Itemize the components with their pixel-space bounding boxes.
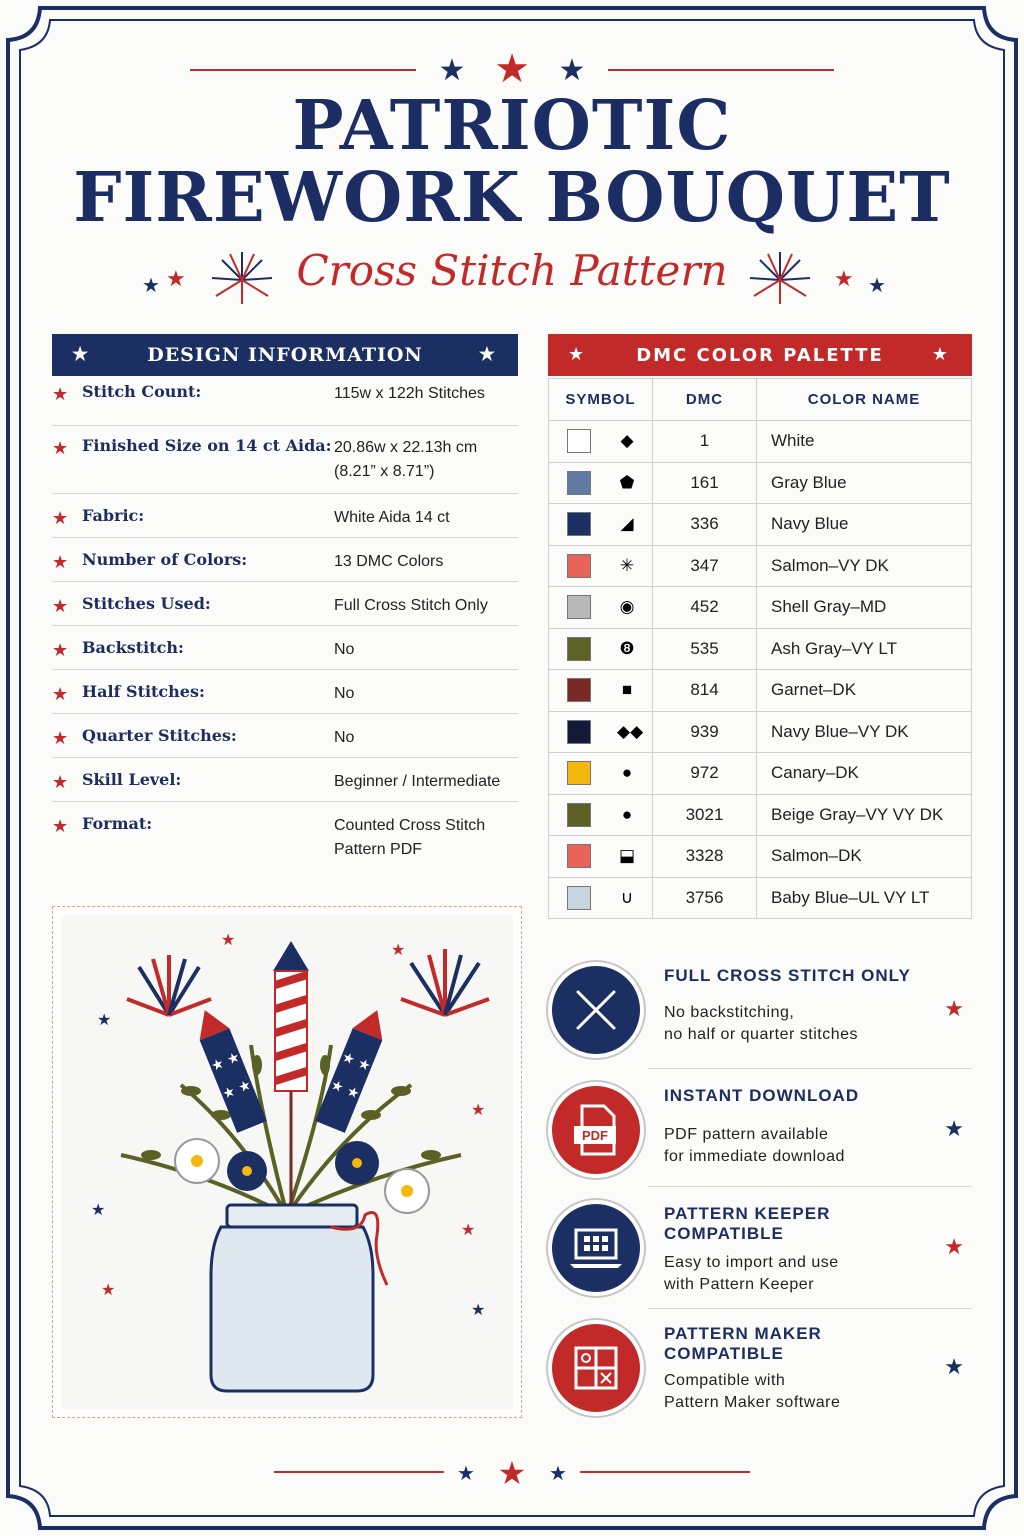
table-row <box>549 421 972 463</box>
info-value: No <box>334 729 355 746</box>
table-row <box>549 587 972 629</box>
color-swatch <box>567 844 591 868</box>
svg-text:★: ★ <box>558 53 586 88</box>
table-row <box>549 462 972 504</box>
color-name: Navy Blue–VY DK <box>757 711 972 753</box>
svg-text:★: ★ <box>461 1220 476 1239</box>
star-icon: ★ <box>52 552 69 572</box>
info-value-line1: Counted Cross Stitch <box>334 817 486 834</box>
table-row <box>549 753 972 795</box>
symbol-cell <box>549 504 653 546</box>
table-row <box>549 794 972 836</box>
svg-text:★: ★ <box>868 273 886 297</box>
symbol-cell <box>549 836 653 878</box>
star-icon: ★ <box>944 1116 964 1141</box>
svg-text:★ ★: ★ ★ <box>209 1049 243 1075</box>
dmc-number: 972 <box>653 753 757 795</box>
svg-text:★: ★ <box>457 1461 475 1485</box>
color-swatch <box>567 637 591 661</box>
info-value: Beginner / Intermediate <box>334 773 501 790</box>
star-icon: ★ <box>52 684 69 704</box>
table-row <box>549 836 972 878</box>
feature-instant-download <box>548 1082 972 1202</box>
design-information-header <box>52 334 518 376</box>
svg-text:★: ★ <box>391 940 406 959</box>
feature-desc-line1: Easy to import and use <box>664 1254 839 1271</box>
color-name: Ash Gray–VY LT <box>757 628 972 670</box>
grid-pattern-icon <box>548 1320 644 1416</box>
stitch-symbol-icon: ✳ <box>619 555 635 575</box>
stitch-symbol-icon: ∪ <box>620 887 634 907</box>
dmc-number: 3328 <box>653 836 757 878</box>
dmc-number: 3021 <box>653 794 757 836</box>
info-label: Quarter Stitches: <box>82 726 237 745</box>
dmc-color-table <box>548 378 972 919</box>
info-label: Half Stitches: <box>82 682 205 701</box>
symbol-cell <box>549 462 653 504</box>
info-value <box>334 814 518 874</box>
feature-desc-line1: No backstitching, <box>664 1004 795 1021</box>
info-label: Fabric: <box>82 506 145 525</box>
feature-title: PATTERN KEEPER COMPATIBLE <box>664 1204 831 1243</box>
star-icon: ★ <box>931 344 950 365</box>
star-icon: ★ <box>52 728 69 748</box>
symbol-cell <box>549 794 653 836</box>
info-row-fabric <box>52 494 518 538</box>
dmc-table-body <box>549 421 972 919</box>
info-label: Stitches Used: <box>82 594 211 613</box>
star-icon: ★ <box>478 344 496 365</box>
stitch-symbol-icon: ⬟ <box>619 472 635 492</box>
feature-title: INSTANT DOWNLOAD <box>664 1086 860 1105</box>
star-icon: ★ <box>944 996 964 1021</box>
mason-jar <box>211 1205 387 1391</box>
firework-burst-left <box>127 955 211 1015</box>
color-swatch <box>567 554 591 578</box>
symbol-cell <box>549 628 653 670</box>
color-name: Salmon–VY DK <box>757 545 972 587</box>
info-label: Format: <box>82 814 153 833</box>
svg-text:★: ★ <box>471 1300 486 1319</box>
symbol-cell <box>549 421 653 463</box>
star-icon: ★ <box>944 1354 964 1379</box>
dmc-palette-title: DMC COLOR PALETTE <box>636 344 884 366</box>
bottom-star-divider <box>274 1454 750 1490</box>
column-header-dmc: DMC <box>653 379 757 421</box>
star-icon: ★ <box>52 816 69 836</box>
symbol-cell <box>549 877 653 919</box>
svg-text:★: ★ <box>438 53 466 88</box>
star-icon: ★ <box>52 384 69 404</box>
table-row <box>549 877 972 919</box>
color-swatch <box>567 429 591 453</box>
info-label: Stitch Count: <box>82 382 202 401</box>
table-row <box>549 711 972 753</box>
info-value-line2: Pattern PDF <box>334 841 423 858</box>
dmc-palette-header <box>548 334 972 376</box>
info-row-backstitch <box>52 626 518 670</box>
star-icon: ★ <box>52 596 69 616</box>
info-row-stitch-count <box>52 382 518 426</box>
svg-text:★: ★ <box>834 267 854 292</box>
firework-burst-right <box>401 949 489 1015</box>
star-icon: ★ <box>52 438 69 458</box>
dmc-number: 336 <box>653 504 757 546</box>
info-value: 115w x 122h Stitches <box>334 385 485 402</box>
pattern-preview <box>52 906 522 1418</box>
firework-right-decoration <box>734 246 894 312</box>
feature-divider <box>648 1068 972 1069</box>
color-swatch <box>567 803 591 827</box>
info-row-quarter-stitches <box>52 714 518 758</box>
info-value-line1: 20.86w x 22.13h cm <box>334 439 478 456</box>
feature-pattern-maker <box>548 1320 972 1440</box>
info-row-half-stitches <box>52 670 518 714</box>
info-value: No <box>334 685 355 702</box>
table-row <box>549 504 972 546</box>
star-icon: ★ <box>72 344 90 365</box>
feature-pattern-keeper <box>548 1200 972 1320</box>
feature-divider <box>648 1308 972 1309</box>
info-label: Backstitch: <box>82 638 184 657</box>
dmc-number: 3756 <box>653 877 757 919</box>
feature-desc-line2: for immediate download <box>664 1148 845 1165</box>
star-icon: ★ <box>52 640 69 660</box>
design-information-title: DESIGN INFORMATION <box>147 344 423 366</box>
symbol-cell <box>549 753 653 795</box>
info-value-line2: (8.21” x 8.71”) <box>334 463 435 480</box>
page-title-line1: PATRIOTIC <box>292 86 732 166</box>
dmc-number: 347 <box>653 545 757 587</box>
color-swatch <box>567 678 591 702</box>
color-swatch <box>567 595 591 619</box>
svg-text:★: ★ <box>471 1100 486 1119</box>
svg-text:PDF: PDF <box>582 1128 608 1143</box>
color-name: Canary–DK <box>757 753 972 795</box>
star-icon: ★ <box>52 508 69 528</box>
color-swatch <box>567 512 591 536</box>
info-label: Finished Size on 14 ct Aida: <box>82 436 332 455</box>
color-name: Salmon–DK <box>757 836 972 878</box>
svg-text:★: ★ <box>549 1461 567 1485</box>
symbol-cell <box>549 545 653 587</box>
flowers <box>175 1139 429 1213</box>
symbol-cell <box>549 587 653 629</box>
color-name: Shell Gray–MD <box>757 587 972 629</box>
needles-icon <box>548 962 644 1058</box>
feature-full-cross-stitch <box>548 962 972 1082</box>
svg-text:★: ★ <box>142 273 160 297</box>
page-title-line2: FIREWORK BOUQUET <box>73 158 951 238</box>
svg-text:★: ★ <box>221 930 236 949</box>
svg-text:★: ★ <box>91 1200 106 1219</box>
feature-desc-line2: Pattern Maker software <box>664 1394 841 1411</box>
star-icon: ★ <box>568 344 587 365</box>
svg-text:★: ★ <box>101 1280 116 1299</box>
info-row-stitches-used <box>52 582 518 626</box>
star-icon: ★ <box>944 1234 964 1259</box>
svg-text:★ ★: ★ ★ <box>328 1076 362 1103</box>
dmc-number: 939 <box>653 711 757 753</box>
color-name: Navy Blue <box>757 504 972 546</box>
table-row <box>549 545 972 587</box>
color-name: Gray Blue <box>757 462 972 504</box>
info-value: White Aida 14 ct <box>334 509 450 526</box>
info-value: Full Cross Stitch Only <box>334 597 488 614</box>
info-row-number-of-colors <box>52 538 518 582</box>
pdf-icon <box>548 1082 644 1178</box>
stitch-symbol-icon: ■ <box>621 680 633 700</box>
svg-text:★: ★ <box>494 48 530 88</box>
symbol-cell <box>549 670 653 712</box>
feature-desc-line2: no half or quarter stitches <box>664 1026 859 1043</box>
stitch-symbol-icon: ◢ <box>620 514 634 534</box>
table-row <box>549 628 972 670</box>
feature-desc-line1: PDF pattern available <box>664 1126 829 1143</box>
laptop-icon <box>548 1200 644 1296</box>
feature-title: PATTERN MAKER COMPATIBLE <box>664 1324 822 1363</box>
svg-text:★ ★: ★ ★ <box>220 1076 254 1103</box>
star-icon: ★ <box>52 772 69 792</box>
svg-text:★ ★: ★ ★ <box>339 1049 373 1075</box>
dmc-number: 161 <box>653 462 757 504</box>
top-star-divider <box>190 48 834 88</box>
stitch-symbol-icon: ◉ <box>619 597 635 617</box>
stitch-symbol-icon: ◆◆ <box>617 721 644 741</box>
svg-text:★: ★ <box>97 1010 112 1029</box>
info-value: 13 DMC Colors <box>334 553 444 570</box>
color-name: Baby Blue–UL VY LT <box>757 877 972 919</box>
svg-text:★: ★ <box>166 267 186 292</box>
feature-desc-line1: Compatible with <box>664 1372 786 1389</box>
feature-divider <box>648 1186 972 1187</box>
design-information-list <box>52 382 518 874</box>
svg-text:★: ★ <box>497 1454 527 1490</box>
table-header-row <box>549 379 972 421</box>
firework-bouquet-illustration <box>61 915 513 1409</box>
color-swatch <box>567 886 591 910</box>
column-header-symbol: SYMBOL <box>549 379 653 421</box>
color-swatch <box>567 761 591 785</box>
info-row-format <box>52 802 518 874</box>
feature-title: FULL CROSS STITCH ONLY <box>664 966 911 985</box>
info-label: Skill Level: <box>82 770 182 789</box>
symbol-cell <box>549 711 653 753</box>
color-swatch <box>567 471 591 495</box>
stitch-symbol-icon: ◆ <box>620 431 634 451</box>
dmc-number: 1 <box>653 421 757 463</box>
info-value <box>334 436 518 493</box>
stitch-symbol-icon: ⬓ <box>618 846 636 866</box>
stitch-symbol-icon: ● <box>621 804 633 824</box>
dmc-number: 814 <box>653 670 757 712</box>
column-header-color-name: COLOR NAME <box>757 379 972 421</box>
color-swatch <box>567 720 591 744</box>
color-name: Garnet–DK <box>757 670 972 712</box>
info-label: Number of Colors: <box>82 550 248 569</box>
info-value: No <box>334 641 355 658</box>
stitch-symbol-icon: ❽ <box>619 638 635 658</box>
pattern-preview-canvas <box>61 915 513 1409</box>
color-name: White <box>757 421 972 463</box>
info-row-finished-size <box>52 426 518 494</box>
feature-desc-line2: with Pattern Keeper <box>664 1276 815 1293</box>
table-row <box>549 670 972 712</box>
dmc-number: 452 <box>653 587 757 629</box>
color-name: Beige Gray–VY VY DK <box>757 794 972 836</box>
page-subtitle: Cross Stitch Pattern <box>296 246 728 295</box>
dmc-number: 535 <box>653 628 757 670</box>
stitch-symbol-icon: ● <box>621 763 633 783</box>
info-row-skill-level <box>52 758 518 802</box>
